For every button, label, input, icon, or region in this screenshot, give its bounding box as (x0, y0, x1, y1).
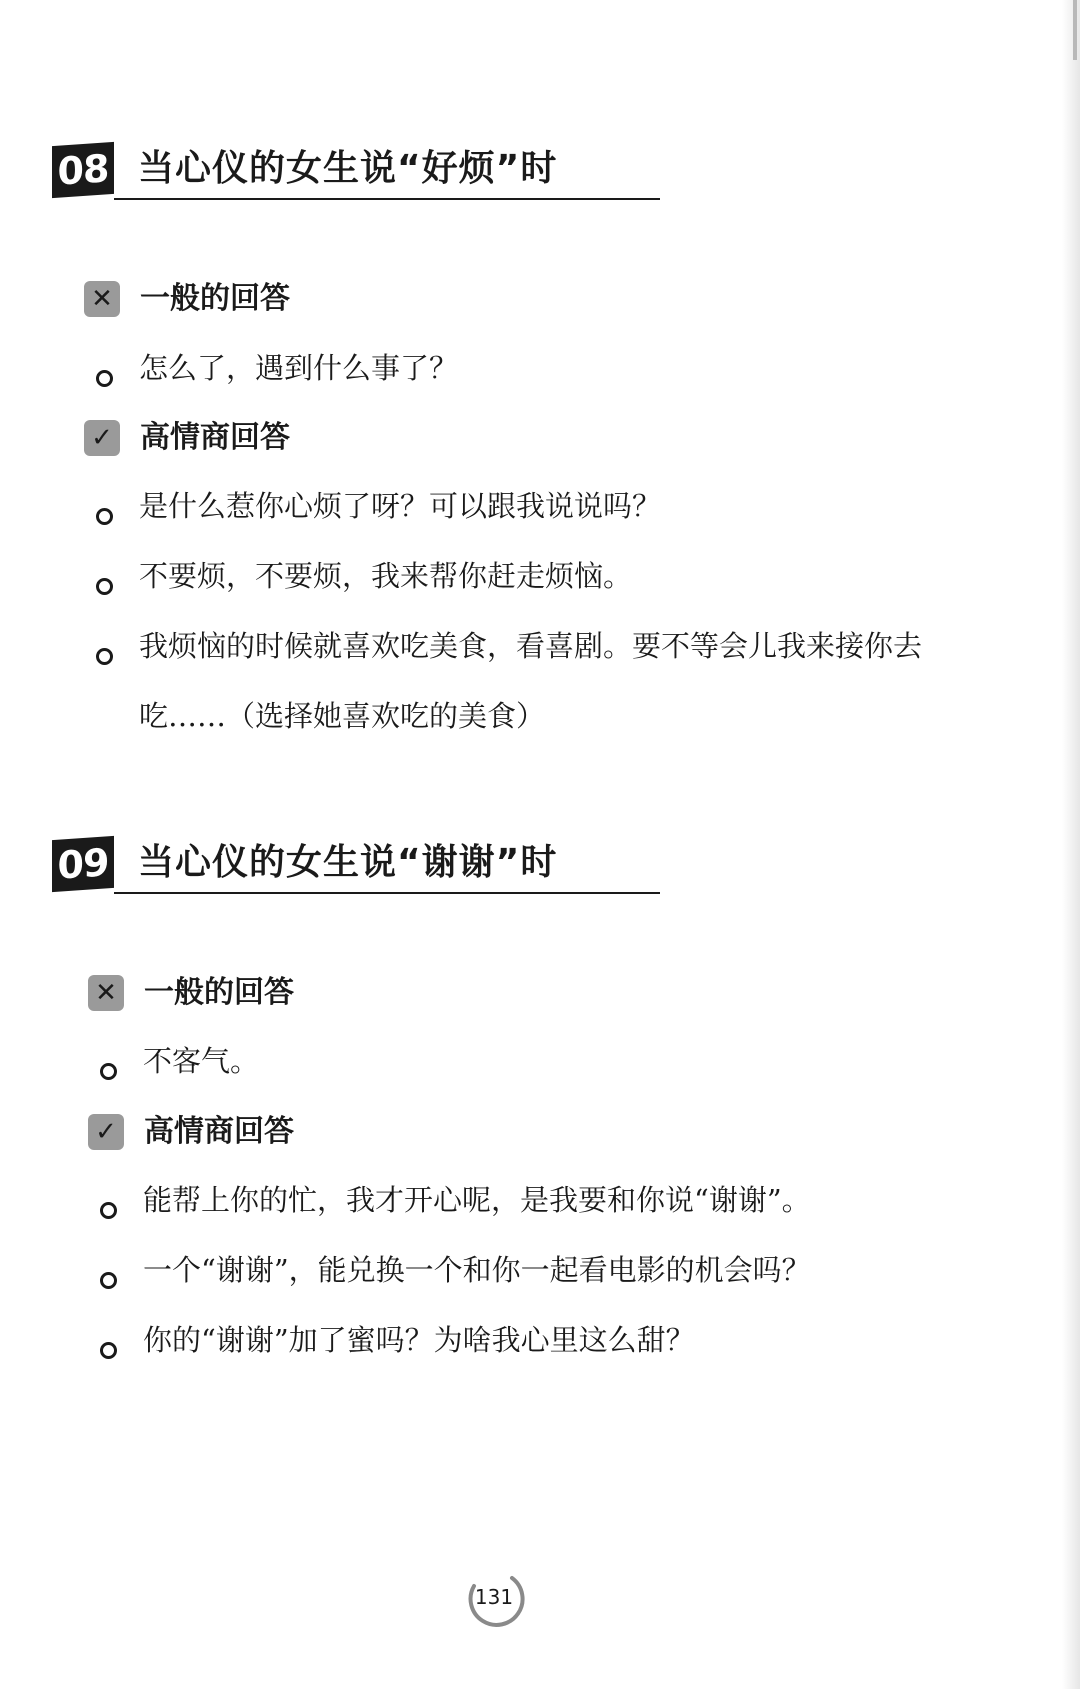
title-underline (114, 198, 660, 200)
item-text: 能帮上你的忙，我才开心呢，是我要和你说“谢谢”。 (143, 1183, 811, 1217)
bullet-icon (96, 648, 113, 665)
item-text: 怎么了，遇到什么事了？ (139, 351, 459, 385)
item-text: 不要烦，不要烦，我来帮你赶走烦恼。 (139, 559, 633, 593)
page-edge-shadow (1062, 0, 1080, 1689)
bullet-icon (100, 1342, 117, 1359)
label-text: 高情商回答 (144, 1114, 294, 1149)
item-text: 不客气。 (143, 1044, 260, 1078)
cross-icon: ✕ (88, 975, 124, 1011)
bullet-icon (96, 370, 113, 387)
section-number: 09 (52, 836, 114, 892)
title-underline (114, 892, 660, 894)
bullet-icon (100, 1272, 117, 1289)
section-08 (52, 132, 1012, 206)
page-number: 131 (474, 1585, 514, 1609)
section-header (52, 826, 1012, 900)
bullet-icon (100, 1063, 117, 1080)
bullet-icon (96, 578, 113, 595)
item-text: 是什么惹你心烦了呀？可以跟我说说吗？ (139, 489, 662, 523)
page-edge-mark (1073, 0, 1077, 60)
label-text: 一般的回答 (144, 975, 294, 1010)
bullet-icon (100, 1202, 117, 1219)
section-title: 当心仪的女生说“谢谢”时 (138, 842, 558, 883)
check-icon: ✓ (88, 1114, 124, 1150)
section-09 (52, 826, 1012, 900)
item-text: 你的“谢谢”加了蜜吗？为啥我心里这么甜？ (143, 1323, 695, 1357)
item-text: 一个“谢谢”，能兑换一个和你一起看电影的机会吗？ (143, 1253, 811, 1287)
label-text: 高情商回答 (140, 420, 290, 455)
bullet-icon (96, 508, 113, 525)
section-header (52, 132, 1012, 206)
section-number: 08 (52, 142, 114, 198)
section-title: 当心仪的女生说“好烦”时 (138, 148, 558, 189)
check-icon: ✓ (84, 420, 120, 456)
cross-icon: ✕ (84, 281, 120, 317)
label-text: 一般的回答 (140, 281, 290, 316)
page-number-badge (462, 1566, 526, 1630)
item-text: 我烦恼的时候就喜欢吃美食，看喜剧。要不等会儿我来接你去吃……（选择她喜欢吃的美食） (139, 629, 923, 733)
